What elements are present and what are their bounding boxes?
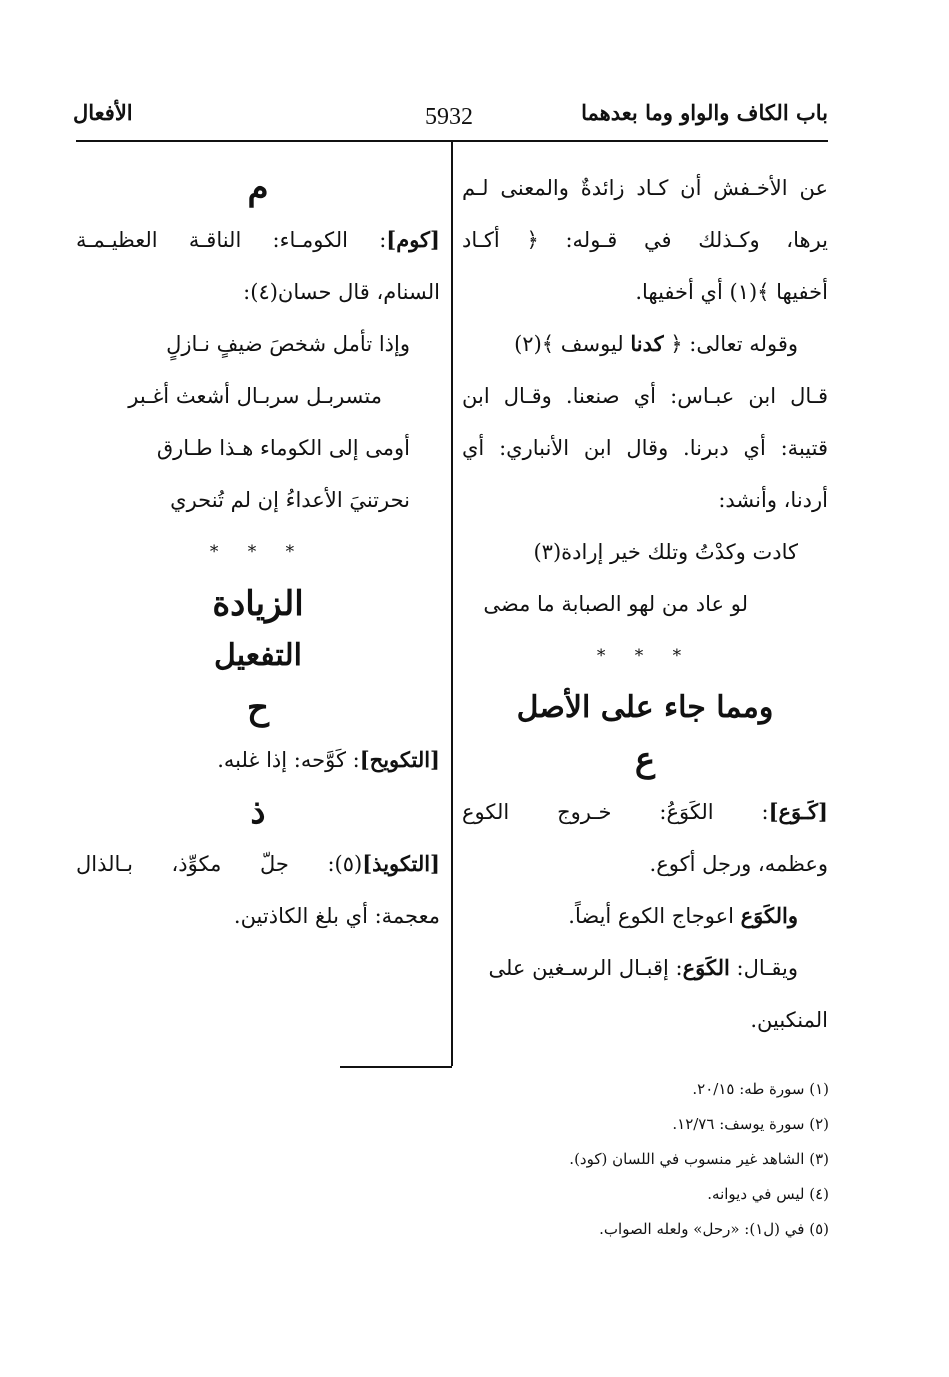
text-line: يرها، وكـذلك في قـوله: ﴿ أكـاد xyxy=(462,228,828,252)
verse-line: لو عاد من لهو الصبابة ما مضى xyxy=(483,592,748,616)
footnote: (٢) سورة يوسف: ١٢/٧٦. xyxy=(672,1115,829,1133)
text-line: أخفيها ﴾(١) أي أخفيها. xyxy=(635,280,828,304)
text-line: أردنا، وأنشد: xyxy=(718,488,828,512)
footnote-rule xyxy=(340,1066,452,1068)
verse-line: وإذا تأمل شخصَ ضيفٍ نـازلٍ xyxy=(166,332,410,356)
verse-line: كادت وكدْتُ وتلك خير إرادة(٣) xyxy=(533,540,798,564)
entry-headword: [كوم] xyxy=(386,227,440,252)
text-line: قتيبة: أي دبرنا. وقال ابن الأنباري: أي xyxy=(462,436,828,460)
letter-heading: ذ xyxy=(250,792,266,832)
footnote: (٥) في (ل١): «رحل» ولعله الصواب. xyxy=(599,1220,829,1238)
section-heading: الزيادة xyxy=(212,584,304,624)
letter-heading: م xyxy=(247,168,269,208)
verse-line: متسربـل سربـال أشعث أغـبر xyxy=(128,384,382,408)
entry-headword: [كَـوَع] xyxy=(768,799,828,824)
letter-heading: ع xyxy=(634,740,656,780)
chapter-title: باب الكاف والواو وما بعدهما xyxy=(581,100,828,125)
entry-line: [كَـوَع]: الكَوَعُ: خـروج الكوع xyxy=(462,799,828,824)
text-line: وقوله تعالى: ﴿ كدنا ليوسف ﴾(٢) xyxy=(514,331,798,356)
text-line: السنام، قال حسان(٤): xyxy=(243,280,440,304)
entry-headword: [التكويذ] xyxy=(362,851,440,876)
left-column xyxy=(76,162,440,942)
section-separator: * * * xyxy=(209,542,307,562)
text-line: وعظمه، ورجل أكوع. xyxy=(649,852,828,876)
text-line: ويقـال: الكَوَع: إقبـال الرسـغين على xyxy=(488,955,798,980)
verse-line: أومى إلى الكوماء هـذا طـارق xyxy=(156,436,410,460)
right-column xyxy=(462,162,828,1046)
letter-heading: ح xyxy=(247,688,269,728)
entry-line: [كوم]: الكومـاء: الناقـة العظيـمـة xyxy=(76,227,440,252)
text-line: قـال ابن عبـاس: أي صنعنا. وقـال ابن xyxy=(462,384,828,408)
highlighted-term: والكَوَع xyxy=(740,903,798,928)
footnote: (٣) الشاهد غير منسوب في اللسان (كود). xyxy=(569,1150,829,1168)
section-running-title: الأفعال xyxy=(73,100,133,125)
highlighted-term: كدنا xyxy=(630,331,664,356)
entry-headword: [التكويح] xyxy=(359,747,440,772)
entry-line: [التكويذ](٥): جلّ مكوِّذ، بـالذال xyxy=(76,851,440,876)
footnote: (٤) ليس في ديوانه. xyxy=(707,1185,829,1203)
section-separator: * * * xyxy=(596,646,694,666)
entry-line: [التكويح]: كَوَّحه: إذا غلبه. xyxy=(217,747,440,772)
text-line: والكَوَع اعوجاج الكوع أيضاً. xyxy=(568,903,798,928)
page-number: 5932 xyxy=(425,104,473,130)
subsection-heading: التفعيل xyxy=(214,638,302,673)
section-heading: ومما جاء على الأصل xyxy=(516,690,774,725)
footnote: (١) سورة طه: ٢٠/١٥. xyxy=(692,1080,829,1098)
text-line: معجمة: أي بلغ الكاذتين. xyxy=(233,904,440,928)
text-line: المنكبين. xyxy=(750,1008,828,1032)
highlighted-term: الكَوَع xyxy=(682,955,730,980)
verse-line: نحرتنيَ الأعداءُ إن لم تُنحري xyxy=(170,488,410,512)
text-line: عن الأخـفش أن كـاد زائدةٌ والمعنى لـم xyxy=(462,176,828,200)
column-divider xyxy=(451,142,453,1066)
